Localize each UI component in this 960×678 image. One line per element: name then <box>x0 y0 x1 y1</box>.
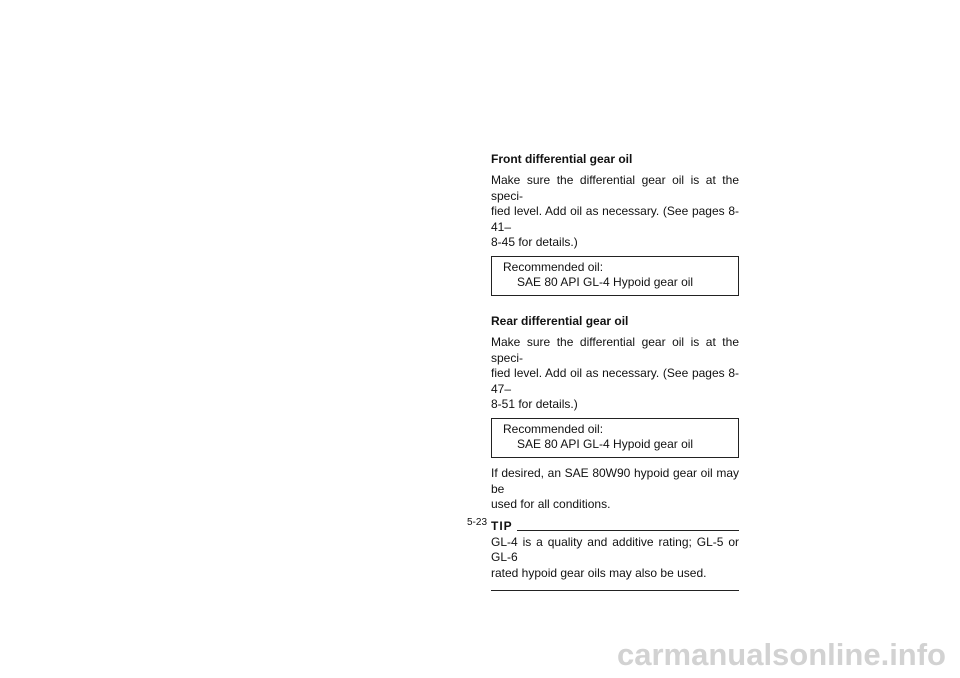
rear-diff-line-1: Make sure the differential gear oil is at the speci- <box>491 334 739 365</box>
note-line-1: If desired, an SAE 80W90 hypoid gear oil may be <box>491 465 739 496</box>
alternative-oil-note <box>491 466 739 513</box>
front-diff-spec-label: Recommended oil: <box>503 259 604 274</box>
front-diff-line-1: Make sure the differential gear oil is at the speci- <box>491 173 739 203</box>
front-diff-spec-box <box>491 256 739 296</box>
front-diff-heading: Front differential gear oil <box>491 152 633 166</box>
front-diff-spec-value: SAE 80 API GL-4 Hypoid gear oil <box>517 274 694 289</box>
rear-diff-spec-box <box>491 418 739 458</box>
tip-label: TIP <box>491 518 513 533</box>
tip-line-2: rated hypoid gear oils may also be used. <box>491 565 707 580</box>
section-spacer <box>491 304 739 314</box>
tip-line-1: GL-4 is a quality and additive rating; GL-5 or GL-6 <box>491 534 739 565</box>
rear-diff-paragraph <box>491 335 739 413</box>
tip-rule <box>517 530 739 531</box>
front-diff-line-3: 8-45 for details.) <box>491 235 578 250</box>
front-diff-paragraph <box>491 173 739 251</box>
tip-text <box>491 535 739 591</box>
content-column <box>491 152 739 591</box>
rear-diff-line-2: fied level. Add oil as necessary. (See pages 8-47– <box>491 366 739 396</box>
front-diff-line-2: fied level. Add oil as necessary. (See pages 8-41– <box>491 204 739 234</box>
note-line-2: used for all conditions. <box>491 497 611 512</box>
rear-diff-line-3: 8-51 for details.) <box>491 397 578 412</box>
tip-header <box>491 520 739 533</box>
watermark-text: carmanualsonline.info <box>616 637 946 672</box>
rear-diff-spec-value: SAE 80 API GL-4 Hypoid gear oil <box>517 436 694 451</box>
rear-diff-spec-label: Recommended oil: <box>503 421 604 436</box>
rear-diff-heading: Rear differential gear oil <box>491 313 629 328</box>
page-number: 5-23 <box>467 517 488 528</box>
